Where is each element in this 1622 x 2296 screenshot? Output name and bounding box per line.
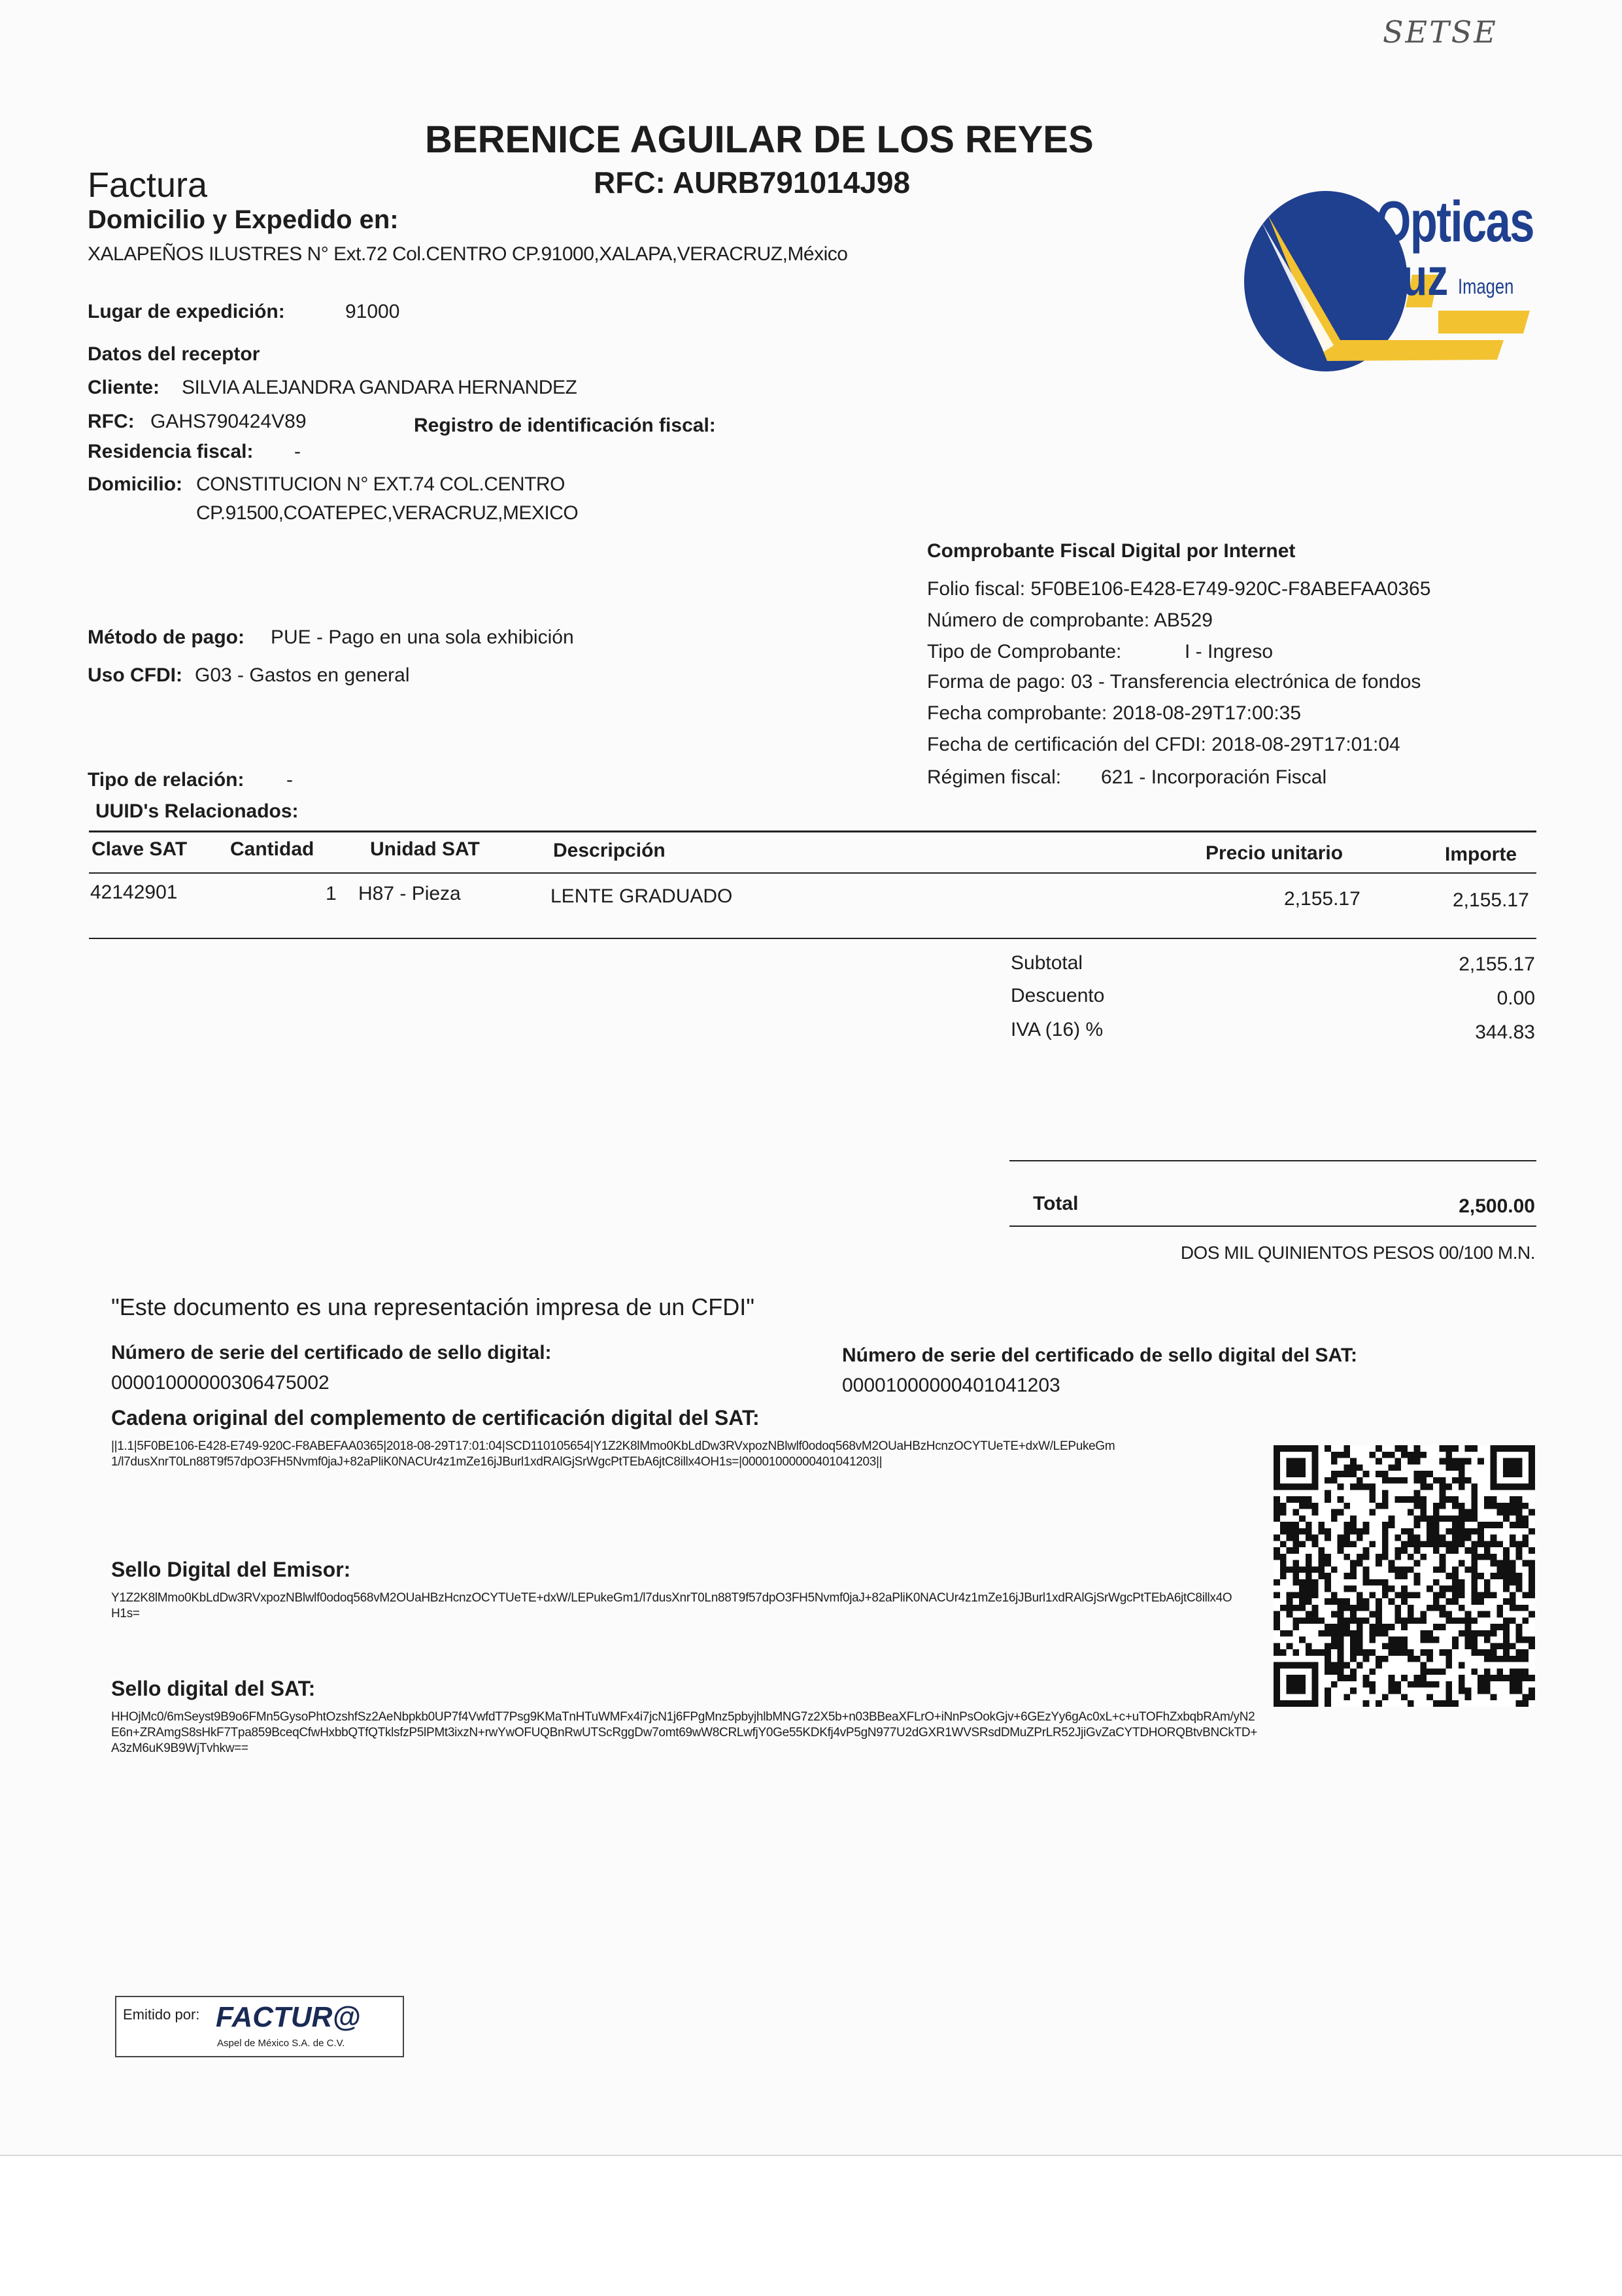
total-value: 2,500.00: [1459, 1195, 1535, 1217]
cfdi-regimen-label: Régimen fiscal:: [927, 766, 1062, 788]
cfdi-regimen-value: 621 - Incorporación Fiscal: [1101, 766, 1327, 788]
domicilio-receptor-label: Domicilio:: [88, 473, 183, 495]
serie-sat-value: 00001000000401041203: [842, 1375, 1060, 1396]
logo-word-luz: Luz: [1376, 248, 1449, 306]
total-label: Total: [1033, 1193, 1079, 1214]
total-bottom-rule: [1009, 1225, 1536, 1227]
cfdi-title: Comprobante Fiscal Digital por Internet: [927, 540, 1296, 562]
relacion-label: Tipo de relación:: [88, 769, 245, 791]
scan-margin: [0, 2155, 1622, 2296]
representation-note: "Este documento es una representación impresa de un CFDI": [111, 1294, 755, 1320]
col-precio-header: Precio unitario: [1206, 842, 1343, 864]
uuids-label: UUID's Relacionados:: [95, 800, 299, 822]
issuer-rfc: RFC: AURB791014J98: [594, 165, 911, 199]
serie-emisor-label: Número de serie del certificado de sello digital:: [111, 1342, 552, 1363]
table-bottom-rule: [89, 938, 1536, 939]
iva-label: IVA (16) %: [1011, 1019, 1104, 1040]
total-in-words: DOS MIL QUINIENTOS PESOS 00/100 M.N.: [1180, 1242, 1535, 1263]
cliente-label: Cliente:: [88, 377, 160, 398]
cfdi-fecha-cert: Fecha de certificación del CFDI: 2018-08-29T17:01:04: [927, 734, 1400, 755]
iva-value: 344.83: [1475, 1021, 1535, 1043]
qr-code: [1274, 1445, 1535, 1707]
col-cantidad-header: Cantidad: [230, 838, 314, 860]
uso-label: Uso CFDI:: [88, 664, 182, 686]
row-unidad: H87 - Pieza: [358, 883, 461, 904]
sello-sat-label: Sello digital del SAT:: [111, 1677, 316, 1700]
cadena-value: ||1.1|5F0BE106-E428-E749-920C-F8ABEFAA0365|2018-08-29T17:01:04|SCD110105654|Y1Z2K8lMmo0KbLdDw3RVxpozNBlwlf0odoq568vM2OUaHBzHcnzOCYTUeTE+dxW/LEPukeGm1/l7dusXnrT0Ln88T9f57dpO3FH5Nvmf0jaJ+82aPliK0NACUr4z1mZe16jJBurl1xdRAlGjSrWgcPtTEbA6jtC8illx4OH1s=|00001000000401041203||: [111, 1439, 1115, 1469]
sello-emisor-value: Y1Z2K8lMmo0KbLdDw3RVxpozNBlwlf0odoq568vM2OUaHBzHcnzOCYTUeTE+dxW/LEPukeGm1/l7dusXnrT0Ln88T9f57dpO3FH5Nvmf0jaJ+82aPliK0NACUr4z1mZe16jJBurl1xdRAlGjSrWgcPtTEbA6jtC8illx4OH1s=: [111, 1591, 1232, 1620]
descuento-label: Descuento: [1011, 985, 1105, 1006]
domicilio-label: Domicilio y Expedido en:: [88, 205, 399, 234]
col-descripcion-header: Descripción: [553, 840, 666, 861]
metodo-value: PUE - Pago en una sola exhibición: [271, 626, 574, 648]
domicilio-receptor-line2: CP.91500,COATEPEC,VERACRUZ,MEXICO: [196, 502, 579, 524]
lugar-label: Lugar de expedición:: [88, 301, 285, 322]
table-header-rule: [89, 872, 1536, 874]
cfdi-fecha: Fecha comprobante: 2018-08-29T17:00:35: [927, 702, 1302, 724]
domicilio-receptor-line1: CONSTITUCION N° EXT.74 COL.CENTRO: [196, 473, 565, 495]
subtotal-value: 2,155.17: [1459, 953, 1535, 975]
cfdi-folio: Folio fiscal: 5F0BE106-E428-E749-920C-F8ABEFAA0365: [927, 578, 1431, 600]
total-top-rule: [1009, 1160, 1536, 1161]
residencia-value: -: [294, 441, 301, 462]
facture-brand: FACTUR@: [216, 2001, 361, 2033]
row-descripcion: LENTE GRADUADO: [550, 885, 733, 907]
issuer-name: BERENICE AGUILAR DE LOS REYES: [425, 118, 1094, 161]
residencia-label: Residencia fiscal:: [88, 441, 254, 462]
sello-emisor-label: Sello Digital del Emisor:: [111, 1558, 351, 1581]
row-importe: 2,155.17: [1453, 889, 1529, 911]
metodo-label: Método de pago:: [88, 626, 245, 648]
col-importe-header: Importe: [1445, 844, 1517, 865]
logo-word-imagen: Imagen: [1458, 275, 1514, 298]
descuento-value: 0.00: [1496, 987, 1535, 1009]
row-clave: 42142901: [90, 882, 178, 903]
registro-label: Registro de identificación fiscal:: [414, 415, 716, 436]
logo-word-opticas: Opticas: [1376, 189, 1534, 254]
row-precio: 2,155.17: [1284, 888, 1360, 910]
rfc-receptor-label: RFC:: [88, 411, 135, 432]
col-clave-header: Clave SAT: [92, 838, 188, 860]
doc-title: Factura: [88, 165, 208, 205]
receptor-title: Datos del receptor: [88, 343, 260, 365]
col-unidad-header: Unidad SAT: [370, 838, 480, 860]
serie-sat-label: Número de serie del certificado de sello digital del SAT:: [842, 1345, 1357, 1366]
handwritten-note: SETSE: [1383, 14, 1498, 50]
relacion-value: -: [286, 769, 293, 791]
cadena-label: Cadena original del complemento de certificación digital del SAT:: [111, 1406, 760, 1430]
cfdi-tipo-label: Tipo de Comprobante:: [927, 641, 1122, 662]
table-top-rule: [89, 831, 1536, 832]
cliente-value: SILVIA ALEJANDRA GANDARA HERNANDEZ: [182, 377, 577, 398]
subtotal-label: Subtotal: [1011, 952, 1083, 974]
sello-sat-value: HHOjMc0/6mSeyst9B9o6FMn5GysoPhtOzshfSz2AeNbpkb0UP7f4VwfdT7Psg9KMaTnHTuWMFx4i7jcN1j6FPgMnz5pbyjhlbMNG7z2X5b+n03BBeaXFLrO+iNnPsOokGjv+6GEzYy6gAc0xL+c+uTOFhZxbqbRAm/yN2E6n+ZRAmgS8sHkF7Tpa859BceqCfwHxbbQTfQTklsfzP5lPMt3ixzN+rwYwOFUQBnRwUTScRggDw7omt69wW8CRLwfjY0Ge55KDKfj4vP5gN977U2dGXR1WVSRsdDMuZPrLR52JjiGvZaCYTDHORQBtvBNCkTD+A3zM6uK9B9WjTvhkw==: [111, 1710, 1258, 1755]
uso-value: G03 - Gastos en general: [195, 664, 410, 686]
rfc-receptor-value: GAHS790424V89: [150, 411, 307, 432]
serie-emisor-value: 00001000000306475002: [111, 1372, 329, 1394]
lugar-value: 91000: [345, 301, 400, 322]
company-logo: [1242, 177, 1549, 379]
cfdi-forma: Forma de pago: 03 - Transferencia electrónica de fondos: [927, 671, 1421, 693]
facture-sub: Aspel de México S.A. de C.V.: [217, 2038, 345, 2049]
issuer-domicilio: XALAPEÑOS ILUSTRES N° Ext.72 Col.CENTRO CP.91000,XALAPA,VERACRUZ,México: [88, 243, 848, 265]
emitido-por-box: [115, 1996, 404, 2057]
qr-code-graphic: [1274, 1445, 1535, 1707]
cfdi-tipo-value: I - Ingreso: [1185, 641, 1274, 662]
cfdi-numero: Número de comprobante: AB529: [927, 609, 1213, 631]
emitido-label: Emitido por:: [123, 2006, 200, 2023]
row-cantidad: 1: [326, 883, 337, 904]
